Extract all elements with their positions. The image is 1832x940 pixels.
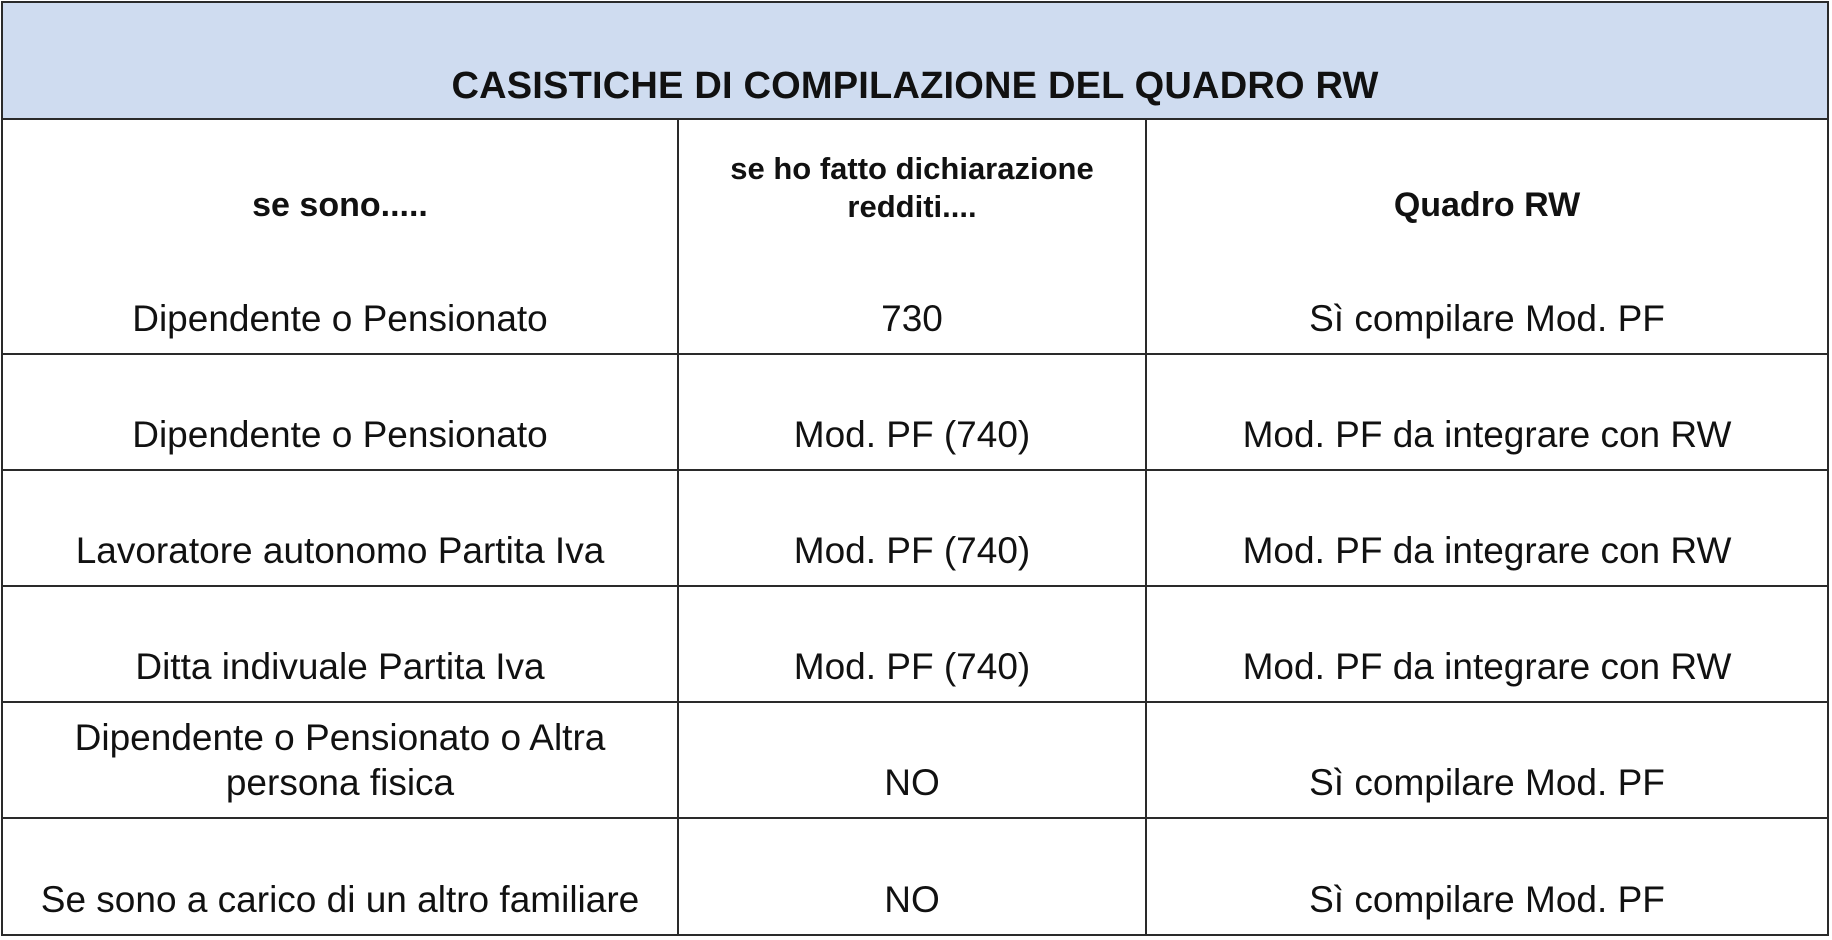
title-bar [3,3,1827,120]
cell-quadro-rw: Mod. PF da integrare con RW [1146,354,1827,470]
cell-se-sono: Dipendente o Pensionato [3,238,678,354]
table-title: CASISTICHE DI COMPILAZIONE DEL QUADRO RW [451,65,1379,107]
header-quadro-rw: Quadro RW [1393,185,1581,224]
header-se-sono: se sono..... [3,120,678,238]
rw-casistiche-table-frame [1,1,1829,936]
cell-dichiarazione: 730 [678,238,1146,354]
cell-quadro-rw: Sì compilare Mod. PF [1309,878,1665,920]
cell-quadro-rw: Mod. PF da integrare con RW [1146,586,1827,702]
cell-dichiarazione: Mod. PF (740) [678,354,1146,470]
cell-quadro-rw: Mod. PF da integrare con RW [1146,470,1827,586]
cell-quadro-rw: Sì compilare Mod. PF [1146,238,1827,354]
table-row [3,354,1827,470]
cell-se-sono: Ditta indivuale Partita Iva [3,586,678,702]
header-row [3,120,1827,238]
cell-se-sono: Se sono a carico di un altro familiare [3,818,678,934]
cell-quadro-rw: Sì compilare Mod. PF [1146,702,1827,818]
table-row [3,238,1827,354]
cell-dichiarazione: NO [678,818,1146,934]
table-row [3,818,1827,934]
casistiche-table [3,120,1827,934]
table-row [3,586,1827,702]
table-row [3,470,1827,586]
cell-se-sono: Dipendente o Pensionato o Altra persona fisica [3,702,678,818]
table-row [3,702,1827,818]
cell-se-sono: Dipendente o Pensionato [3,354,678,470]
cell-dichiarazione: Mod. PF (740) [678,470,1146,586]
cell-se-sono: Lavoratore autonomo Partita Iva [3,470,678,586]
cell-dichiarazione: Mod. PF (740) [678,586,1146,702]
header-dichiarazione-redditi: se ho fatto dichiarazione redditi.... [678,120,1146,238]
cell-dichiarazione: NO [678,702,1146,818]
